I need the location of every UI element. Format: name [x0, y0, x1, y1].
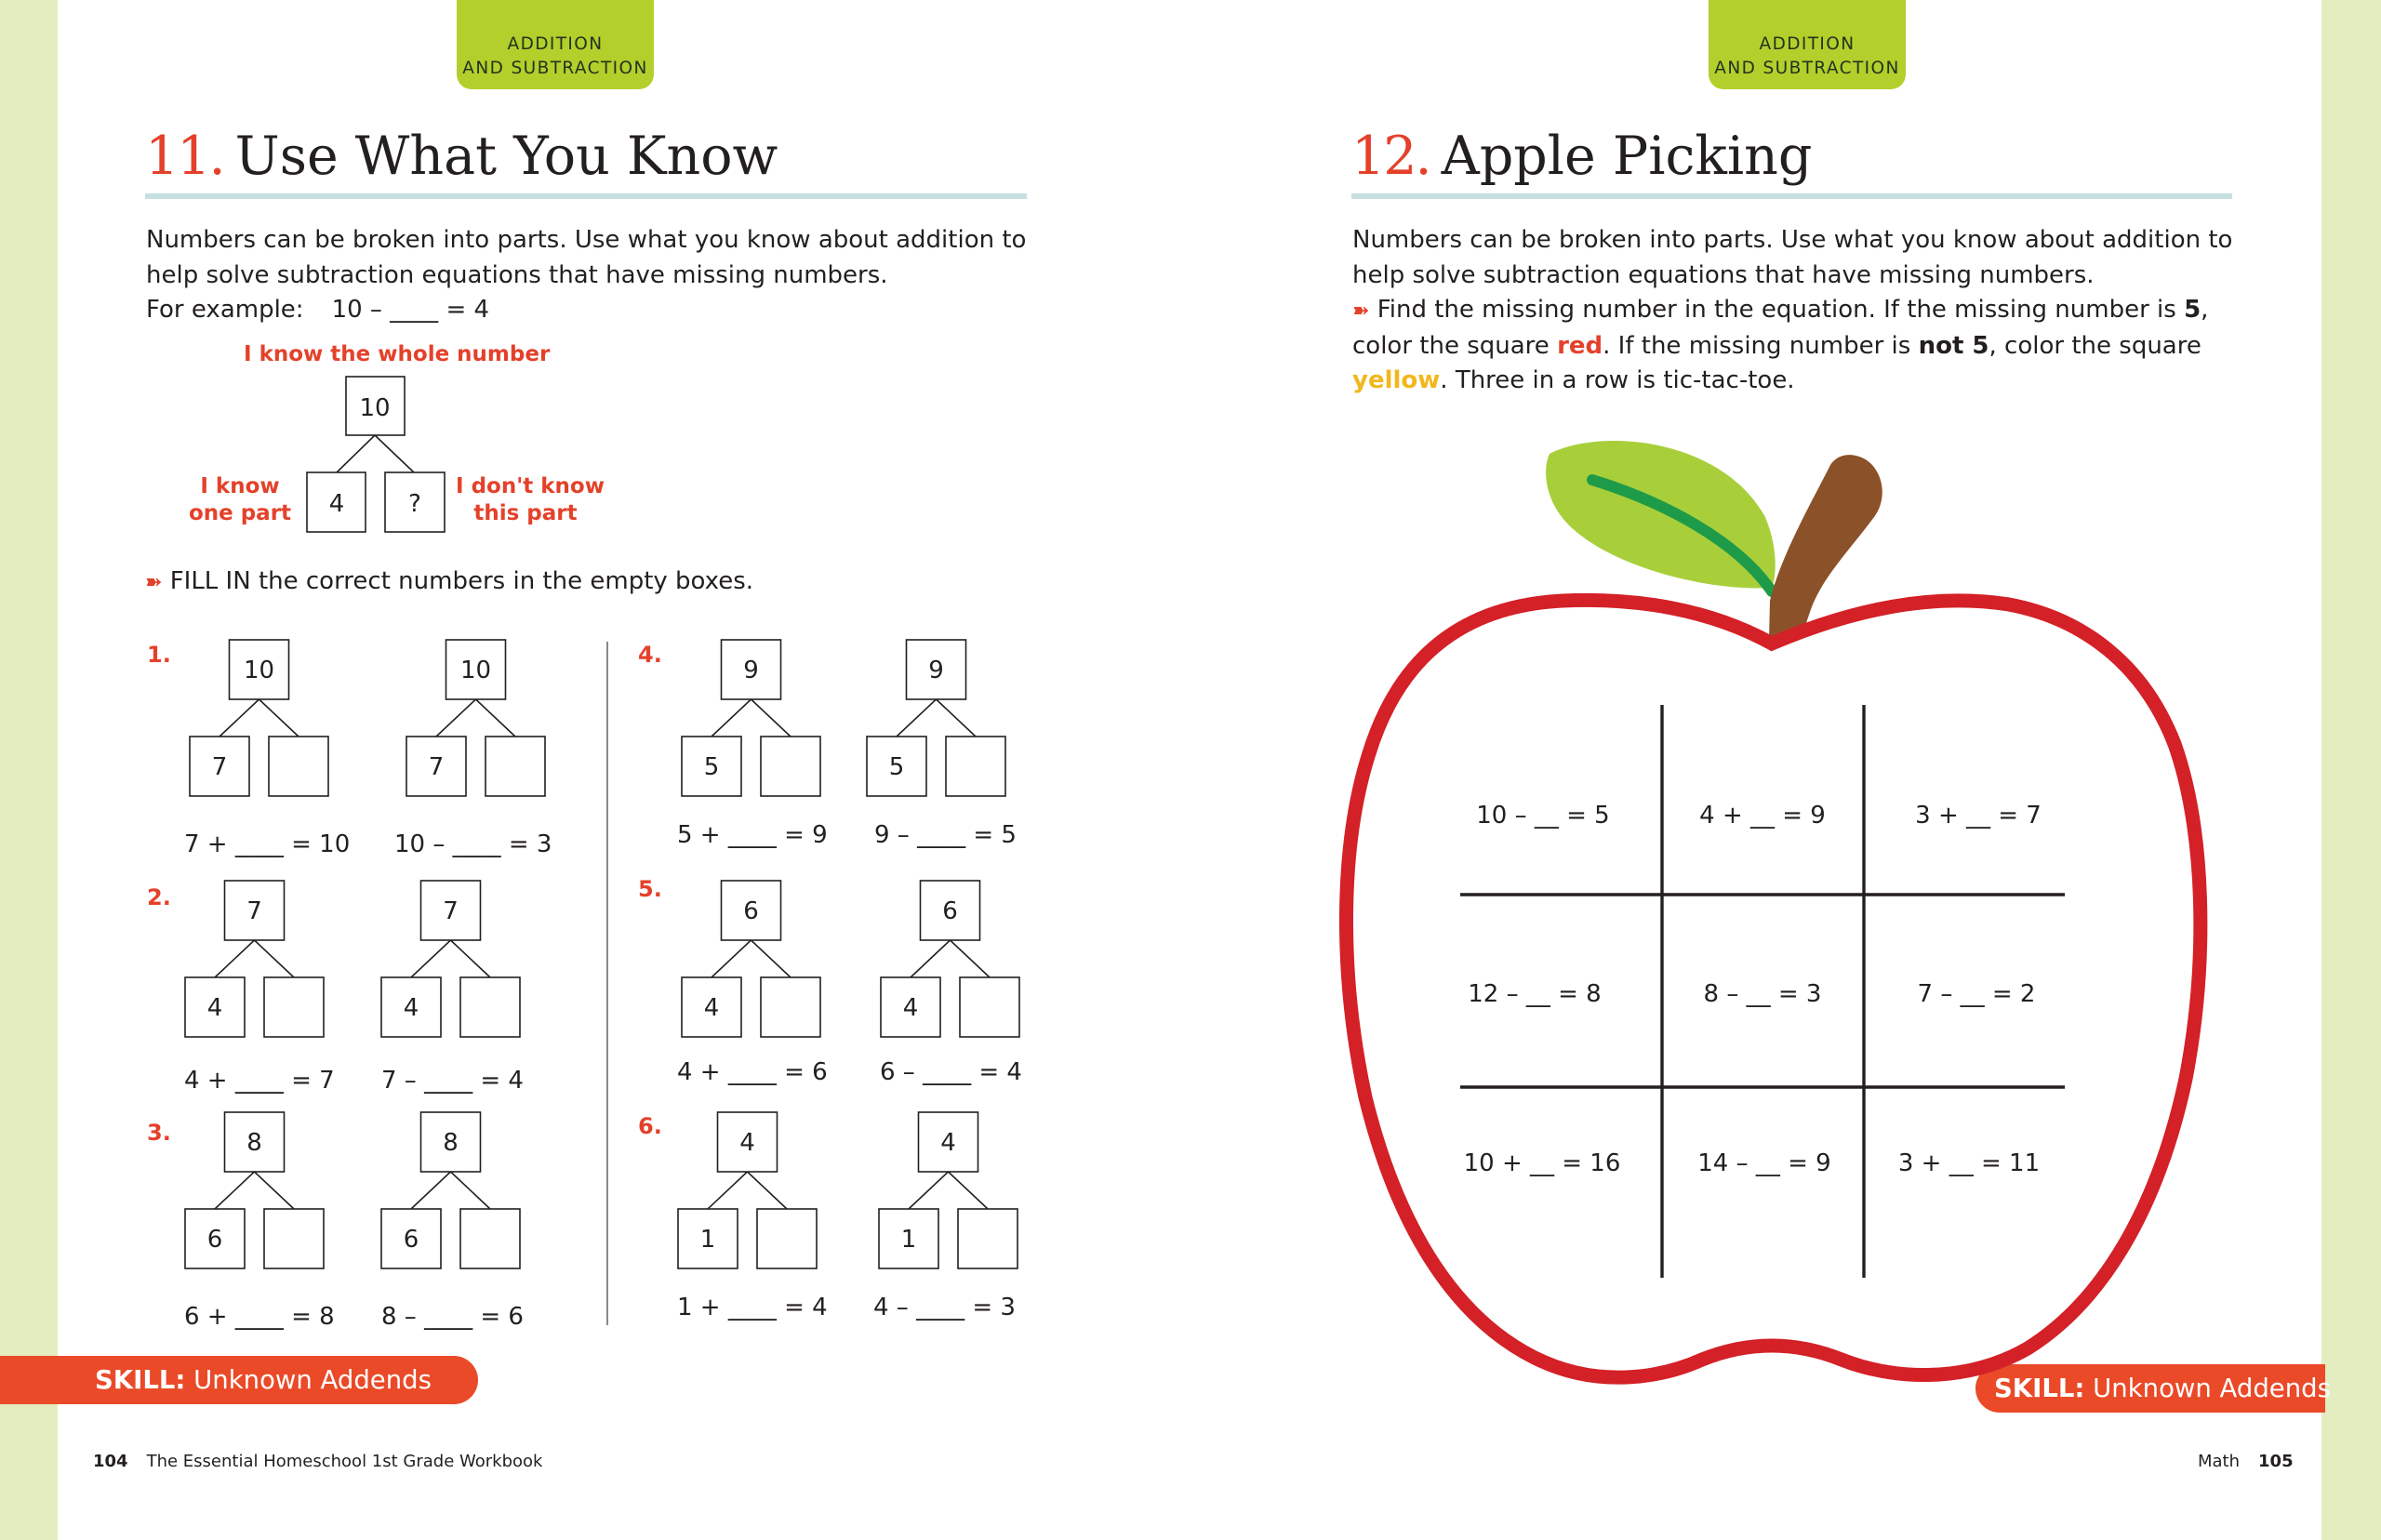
number-bond-2-a — [185, 881, 324, 1037]
apple-leaf — [1546, 441, 1776, 588]
part-value: 6 — [206, 1226, 223, 1254]
connector-line — [451, 1172, 491, 1209]
connector-line — [215, 940, 255, 977]
addition-equation-3: 6 + ____ = 8 — [184, 1303, 335, 1331]
instruction-text-d: . If the missing number is — [1603, 331, 1919, 360]
connector-line — [748, 1172, 788, 1209]
page-number-right: 105 — [2258, 1452, 2294, 1471]
part-value: 1 — [900, 1226, 917, 1254]
activity-title: Use What You Know — [234, 126, 778, 187]
subtraction-equation-5: 6 – ____ = 4 — [880, 1058, 1022, 1086]
whole-value: 7 — [246, 897, 262, 925]
whole-value: 6 — [942, 897, 958, 925]
activity-number: 12. — [1351, 126, 1430, 187]
number-bond-6-a — [678, 1112, 817, 1268]
skill-prefix: SKILL: — [1994, 1374, 2085, 1403]
grid-cell-3[interactable]: 3 + __ = 7 — [1915, 802, 2042, 830]
connector-line — [259, 699, 299, 737]
intro-line-2: help solve subtraction equations that have missing numbers. — [146, 260, 888, 289]
grid-cell-6[interactable]: 7 – __ = 2 — [1917, 980, 2036, 1008]
connector-line — [215, 1172, 255, 1209]
apple-illustration — [1346, 441, 2200, 1377]
subtraction-equation-6: 4 – ____ = 3 — [873, 1294, 1016, 1321]
connector-line — [436, 699, 476, 737]
whole-value: 9 — [743, 657, 759, 684]
subtraction-equation-1: 10 – ____ = 3 — [394, 830, 552, 858]
grid-cell-8[interactable]: 14 – __ = 9 — [1697, 1149, 1831, 1177]
number-bond-1-a — [190, 640, 328, 796]
section-name: Math — [2198, 1452, 2241, 1471]
section-tab-line-2: AND SUBTRACTION — [1714, 59, 1900, 78]
intro-line-1: Numbers can be broken into parts. Use what you know about addition to — [146, 226, 1027, 254]
whole-value: 4 — [739, 1129, 755, 1157]
unknown-part-value: ? — [408, 490, 421, 518]
problem-label-1: 1. — [147, 642, 171, 668]
yellow-word: yellow — [1352, 366, 1441, 394]
intro-line-1: Numbers can be broken into parts. Use what you know about addition to — [1352, 226, 2233, 254]
part-value: 4 — [902, 994, 919, 1022]
answer-box[interactable] — [460, 1209, 520, 1268]
arrow-icon: ➽ — [145, 571, 163, 594]
addition-equation-2: 4 + ____ = 7 — [184, 1067, 335, 1095]
unknown-part-label-line-1: I don't know — [456, 474, 605, 498]
grid-cell-4[interactable]: 12 – __ = 8 — [1468, 980, 1602, 1008]
connector-line — [411, 940, 451, 977]
book-title: The Essential Homeschool 1st Grade Workbook — [146, 1452, 543, 1471]
addition-equation-4: 5 + ____ = 9 — [677, 821, 828, 849]
number-bond-6-b — [879, 1112, 1018, 1268]
known-part-value: 4 — [328, 490, 345, 518]
whole-value: 10 — [459, 657, 492, 684]
whole-value: 10 — [359, 394, 391, 422]
connector-line — [951, 940, 991, 977]
number-bond-3-b — [381, 1112, 520, 1268]
connector-line — [712, 940, 752, 977]
part-value: 6 — [403, 1226, 419, 1254]
connector-line — [411, 1172, 451, 1209]
connector-line — [752, 699, 791, 737]
grid-cell-2[interactable]: 4 + __ = 9 — [1699, 802, 1826, 830]
problem-label-6: 6. — [638, 1113, 662, 1139]
connector-line — [255, 940, 295, 977]
known-part-label-line-2: one part — [188, 501, 292, 525]
connector-line — [451, 940, 491, 977]
part-value: 7 — [428, 753, 445, 781]
answer-box[interactable] — [757, 1209, 817, 1268]
instruction-not-five: not 5 — [1918, 331, 1989, 360]
number-bond-problems — [185, 640, 1019, 1268]
connector-line — [375, 435, 414, 472]
number-bond-4-a — [682, 640, 820, 796]
problem-label-3: 3. — [147, 1120, 171, 1146]
instruction-text-a: Find the missing number in the equation. If the missing number is — [1377, 296, 2185, 324]
arrow-icon: ➽ — [1352, 299, 1370, 323]
connector-line — [219, 699, 259, 737]
connector-line — [937, 699, 977, 737]
number-bond-4-b — [867, 640, 1005, 796]
answer-box[interactable] — [486, 737, 545, 796]
part-value: 5 — [703, 753, 720, 781]
part-value: 1 — [699, 1226, 716, 1254]
whole-value: 7 — [443, 897, 459, 925]
answer-box[interactable] — [960, 977, 1019, 1037]
instruction-five: 5 — [2184, 296, 2201, 324]
addition-equation-5: 4 + ____ = 6 — [677, 1058, 828, 1086]
grid-cell-5[interactable]: 8 – __ = 3 — [1703, 980, 1822, 1008]
intro-line-2: help solve subtraction equations that have missing numbers. — [1352, 260, 2095, 289]
connector-line — [708, 1172, 748, 1209]
known-part-label-line-1: I know — [200, 474, 280, 498]
number-bond-5-b — [881, 881, 1019, 1037]
activity-title: Apple Picking — [1441, 126, 1813, 187]
whole-value: 8 — [443, 1129, 459, 1157]
connector-line — [337, 435, 375, 472]
grid-cell-7[interactable]: 10 + __ = 16 — [1463, 1149, 1621, 1177]
part-value: 5 — [888, 753, 905, 781]
instruction-text: FILL IN the correct numbers in the empty boxes. — [169, 567, 754, 595]
answer-box[interactable] — [761, 977, 820, 1037]
instruction-text-e: , color the square — [1989, 331, 2201, 360]
addition-equation-6: 1 + ____ = 4 — [677, 1294, 828, 1321]
part-value: 4 — [703, 994, 720, 1022]
connector-line — [949, 1172, 989, 1209]
red-word: red — [1557, 331, 1603, 360]
part-value: 7 — [211, 753, 228, 781]
whole-number-label: I know the whole number — [244, 342, 551, 366]
number-bond-1-b — [406, 640, 545, 796]
activity-number: 11. — [145, 126, 224, 187]
whole-value: 8 — [246, 1129, 262, 1157]
skill-text: Unknown Addends — [2093, 1374, 2331, 1403]
subtraction-equation-4: 9 – ____ = 5 — [874, 821, 1017, 849]
subtraction-equation-2: 7 – ____ = 4 — [381, 1067, 524, 1095]
number-bond-5-a — [682, 881, 820, 1037]
answer-box[interactable] — [761, 737, 820, 796]
subtraction-equation-3: 8 – ____ = 6 — [381, 1303, 524, 1331]
unknown-part-label-line-2: this part — [473, 501, 578, 525]
answer-box[interactable] — [958, 1209, 1018, 1268]
section-tab-line-1: ADDITION — [1759, 34, 1856, 54]
whole-value: 4 — [940, 1129, 956, 1157]
example-prefix: For example: — [146, 296, 304, 324]
problem-label-4: 4. — [638, 642, 662, 668]
problem-label-5: 5. — [638, 876, 662, 902]
connector-line — [911, 940, 951, 977]
connector-line — [752, 940, 791, 977]
connector-line — [476, 699, 516, 737]
connector-line — [712, 699, 752, 737]
answer-box[interactable] — [264, 1209, 324, 1268]
section-tab-line-1: ADDITION — [507, 34, 604, 54]
answer-box[interactable] — [460, 977, 520, 1037]
instruction-text-c: color the square — [1352, 331, 1558, 360]
section-tab-line-2: AND SUBTRACTION — [462, 59, 648, 78]
number-bond-2-b — [381, 881, 520, 1037]
connector-line — [255, 1172, 295, 1209]
answer-box[interactable] — [269, 737, 328, 796]
whole-value: 9 — [928, 657, 944, 684]
grid-cell-1[interactable]: 10 – __ = 5 — [1476, 802, 1610, 830]
number-bond-3-a — [185, 1112, 324, 1268]
part-value: 4 — [206, 994, 223, 1022]
whole-value: 10 — [243, 657, 275, 684]
answer-box[interactable] — [264, 977, 324, 1037]
part-value: 4 — [403, 994, 419, 1022]
example-equation: 10 – ____ = 4 — [331, 296, 490, 324]
connector-line — [909, 1172, 949, 1209]
problem-label-2: 2. — [147, 884, 171, 910]
page-number-left: 104 — [93, 1452, 128, 1471]
answer-box[interactable] — [946, 737, 1005, 796]
grid-cell-9[interactable]: 3 + __ = 11 — [1897, 1149, 2041, 1177]
skill-prefix: SKILL: — [95, 1365, 186, 1395]
whole-value: 6 — [743, 897, 759, 925]
instruction-text-b: , — [2201, 296, 2209, 324]
skill-text: Unknown Addends — [193, 1365, 432, 1395]
instruction-text-f: . Three in a row is tic-tac-toe. — [1440, 366, 1795, 394]
connector-line — [897, 699, 937, 737]
addition-equation-1: 7 + ____ = 10 — [184, 830, 351, 858]
